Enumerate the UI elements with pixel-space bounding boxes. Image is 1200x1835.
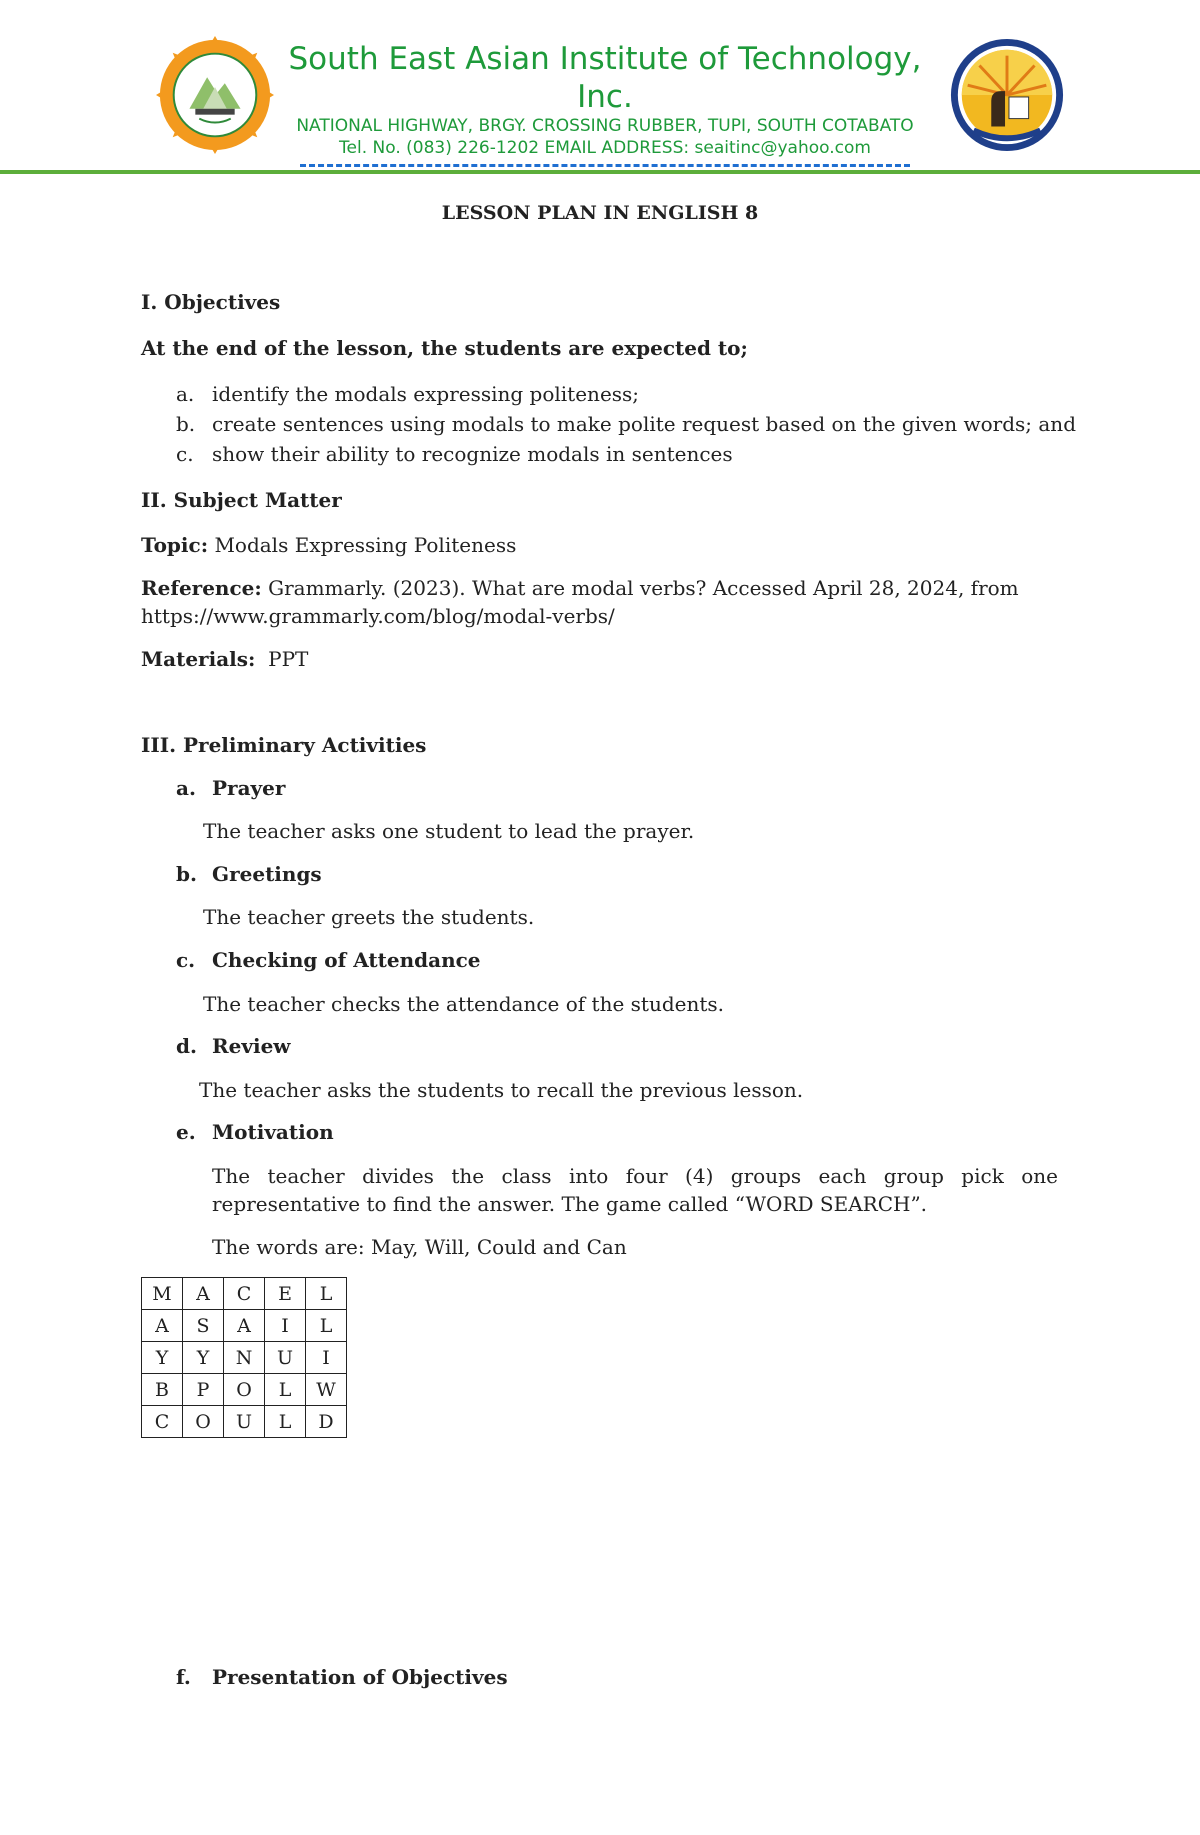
grid-cell: L [306,1278,347,1310]
grid-cell: P [183,1374,224,1406]
grid-cell: O [224,1374,265,1406]
activity-text: The teacher divides the class into four (4) groups each group pick one representative to find the answer. The game called “WORD SEARCH”. [212,1164,1058,1216]
grid-cell: C [142,1406,183,1438]
grid-cell: C [224,1278,265,1310]
header-dashed-line [300,164,910,167]
grid-cell: D [306,1406,347,1438]
topic-line [141,531,516,559]
grid-cell: O [183,1406,224,1438]
activity-marker: f. [176,1665,191,1689]
lesson-plan-title: LESSON PLAN IN ENGLISH 8 [441,202,759,224]
grid-cell: N [224,1342,265,1374]
activity-text: The teacher greets the students. [203,905,535,929]
objective-item: create sentences using modals to make polite request based on the given words; and [212,412,1076,436]
institution-address: NATIONAL HIGHWAY, BRGY. CROSSING RUBBER, TUPI, SOUTH COTABATO [296,116,914,136]
objective-item: show their ability to recognize modals in sentences [212,442,733,466]
grid-cell: E [265,1278,306,1310]
objectives-intro: At the end of the lesson, the students are expected to; [141,336,748,360]
grid-cell: A [224,1310,265,1342]
topic-label: Topic: [141,533,209,557]
email-link[interactable]: seaitinc@yahoo.com [694,138,871,158]
grid-cell: L [265,1374,306,1406]
preliminary-heading: III. Preliminary Activities [141,733,427,757]
activity-marker: a. [176,776,196,800]
grid-cell: S [183,1310,224,1342]
word-list: The words are: May, Will, Could and Can [212,1235,627,1259]
activity-title: Checking of Attendance [212,948,481,972]
activity-title: Presentation of Objectives [212,1665,508,1689]
institution-contact [270,138,940,158]
activity-marker: c. [176,948,196,972]
grid-row [142,1406,347,1438]
reference-line [141,574,1019,602]
materials-label: Materials: [141,647,256,671]
materials-value: PPT [268,647,309,671]
grid-cell: U [265,1342,306,1374]
activity-title: Review [212,1034,291,1058]
activity-text: The teacher asks the students to recall the previous lesson. [199,1078,804,1102]
contact-text: Tel. No. (083) 226-1202 EMAIL ADDRESS: [339,138,695,158]
college-of-teacher-education-seal-icon [948,36,1066,154]
grid-cell: A [183,1278,224,1310]
seait-seal-icon [156,36,274,154]
objectives-heading: I. Objectives [141,290,281,314]
grid-row [142,1278,347,1310]
objective-item: identify the modals expressing politeness; [212,382,640,406]
reference-text: Grammarly. (2023). What are modal verbs? Accessed April 28, 2024, from [268,576,1019,600]
grid-cell: Y [142,1342,183,1374]
reference-label: Reference: [141,576,262,600]
grid-cell: M [142,1278,183,1310]
objective-marker: b. [176,412,196,436]
grid-cell: B [142,1374,183,1406]
topic-value: Modals Expressing Politeness [214,533,517,557]
grid-cell: I [306,1342,347,1374]
grid-row [142,1342,347,1374]
materials-line [141,645,308,673]
grid-cell: I [265,1310,306,1342]
activity-title: Motivation [212,1120,334,1144]
header-rule [0,170,1200,174]
objective-marker: a. [176,382,195,406]
institution-name: South East Asian Institute of Technology, Inc. [288,41,922,115]
grid-cell: L [306,1310,347,1342]
activity-title: Prayer [212,776,286,800]
activity-title: Greetings [212,862,322,886]
grid-row [142,1310,347,1342]
reference-url[interactable]: https://www.grammarly.com/blog/modal-verbs/ [141,604,615,628]
activity-marker: e. [176,1120,196,1144]
subject-matter-heading: II. Subject Matter [141,488,342,512]
activity-text: The teacher checks the attendance of the students. [203,992,725,1016]
grid-row [142,1374,347,1406]
activity-marker: b. [176,862,197,886]
activity-marker: d. [176,1034,197,1058]
grid-cell: W [306,1374,347,1406]
objective-marker: c. [176,442,194,466]
grid-cell: Y [183,1342,224,1374]
grid-cell: A [142,1310,183,1342]
activity-text: The teacher asks one student to lead the prayer. [203,819,695,843]
grid-cell: U [224,1406,265,1438]
word-search-grid [141,1277,347,1438]
grid-cell: L [265,1406,306,1438]
